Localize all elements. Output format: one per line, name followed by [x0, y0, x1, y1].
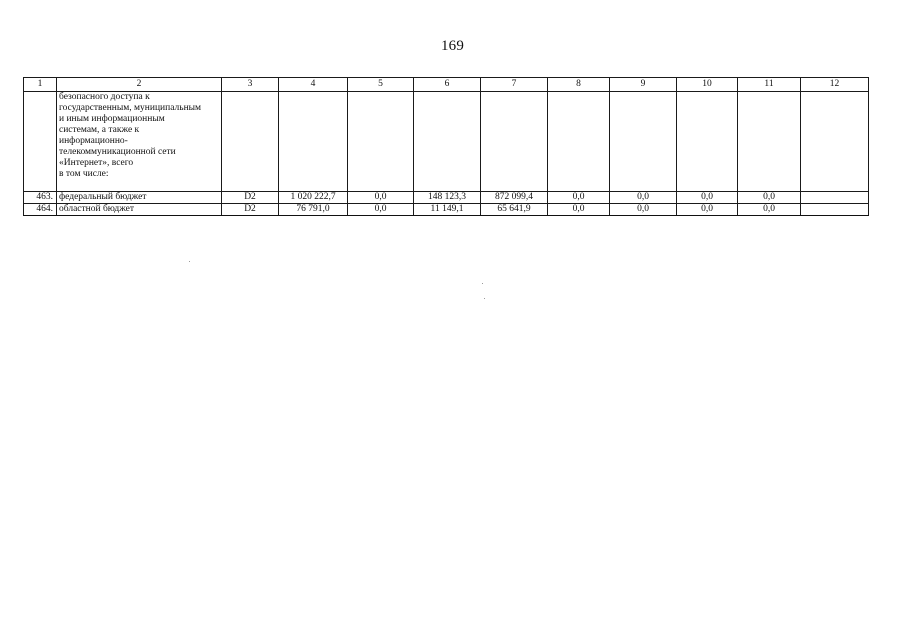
column-header: 10 — [677, 78, 738, 92]
empty-cell — [414, 92, 481, 192]
empty-cell — [24, 92, 57, 192]
value-cell: 0,0 — [548, 204, 610, 216]
column-header-row — [24, 78, 869, 92]
value-cell: 0,0 — [610, 192, 677, 204]
empty-cell — [677, 92, 738, 192]
value-cell: 0,0 — [677, 192, 738, 204]
table-row — [24, 192, 869, 204]
value-cell: 65 641,9 — [481, 204, 548, 216]
page-number: 169 — [440, 38, 465, 54]
value-cell: 0,0 — [677, 204, 738, 216]
value-cell: 148 123,3 — [414, 192, 481, 204]
column-header: 12 — [801, 78, 869, 92]
empty-cell — [801, 92, 869, 192]
column-header: 6 — [414, 78, 481, 92]
row-label: федеральный бюджет — [57, 192, 222, 204]
column-header: 1 — [24, 78, 57, 92]
column-header: 9 — [610, 78, 677, 92]
description-text: безопасного доступа к государственным, муниципальным и иным информационным системам, а также к информационно- телекоммуникационной сети «Интернет», всего в том числе: — [57, 92, 222, 192]
value-cell: 872 099,4 — [481, 192, 548, 204]
column-header: 4 — [279, 78, 348, 92]
value-cell: 0,0 — [738, 192, 801, 204]
row-number: 463. — [24, 192, 57, 204]
empty-cell — [548, 92, 610, 192]
table-row — [24, 204, 869, 216]
row-code: D2 — [222, 192, 279, 204]
value-cell: 0,0 — [610, 204, 677, 216]
scan-speck — [484, 298, 485, 299]
description-row — [24, 92, 869, 192]
empty-cell — [481, 92, 548, 192]
value-cell — [801, 192, 869, 204]
column-header: 5 — [348, 78, 414, 92]
empty-cell — [348, 92, 414, 192]
column-header: 3 — [222, 78, 279, 92]
value-cell: 0,0 — [548, 192, 610, 204]
value-cell: 0,0 — [348, 192, 414, 204]
empty-cell — [279, 92, 348, 192]
value-cell: 0,0 — [348, 204, 414, 216]
value-cell — [801, 204, 869, 216]
budget-table — [23, 77, 869, 216]
row-code: D2 — [222, 204, 279, 216]
row-number: 464. — [24, 204, 57, 216]
empty-cell — [610, 92, 677, 192]
column-header: 2 — [57, 78, 222, 92]
scan-speck — [482, 283, 483, 284]
value-cell: 11 149,1 — [414, 204, 481, 216]
empty-cell — [738, 92, 801, 192]
column-header: 8 — [548, 78, 610, 92]
value-cell: 76 791,0 — [279, 204, 348, 216]
scan-speck — [189, 261, 190, 262]
row-label: областной бюджет — [57, 204, 222, 216]
value-cell: 1 020 222,7 — [279, 192, 348, 204]
empty-cell — [222, 92, 279, 192]
column-header: 11 — [738, 78, 801, 92]
column-header: 7 — [481, 78, 548, 92]
value-cell: 0,0 — [738, 204, 801, 216]
